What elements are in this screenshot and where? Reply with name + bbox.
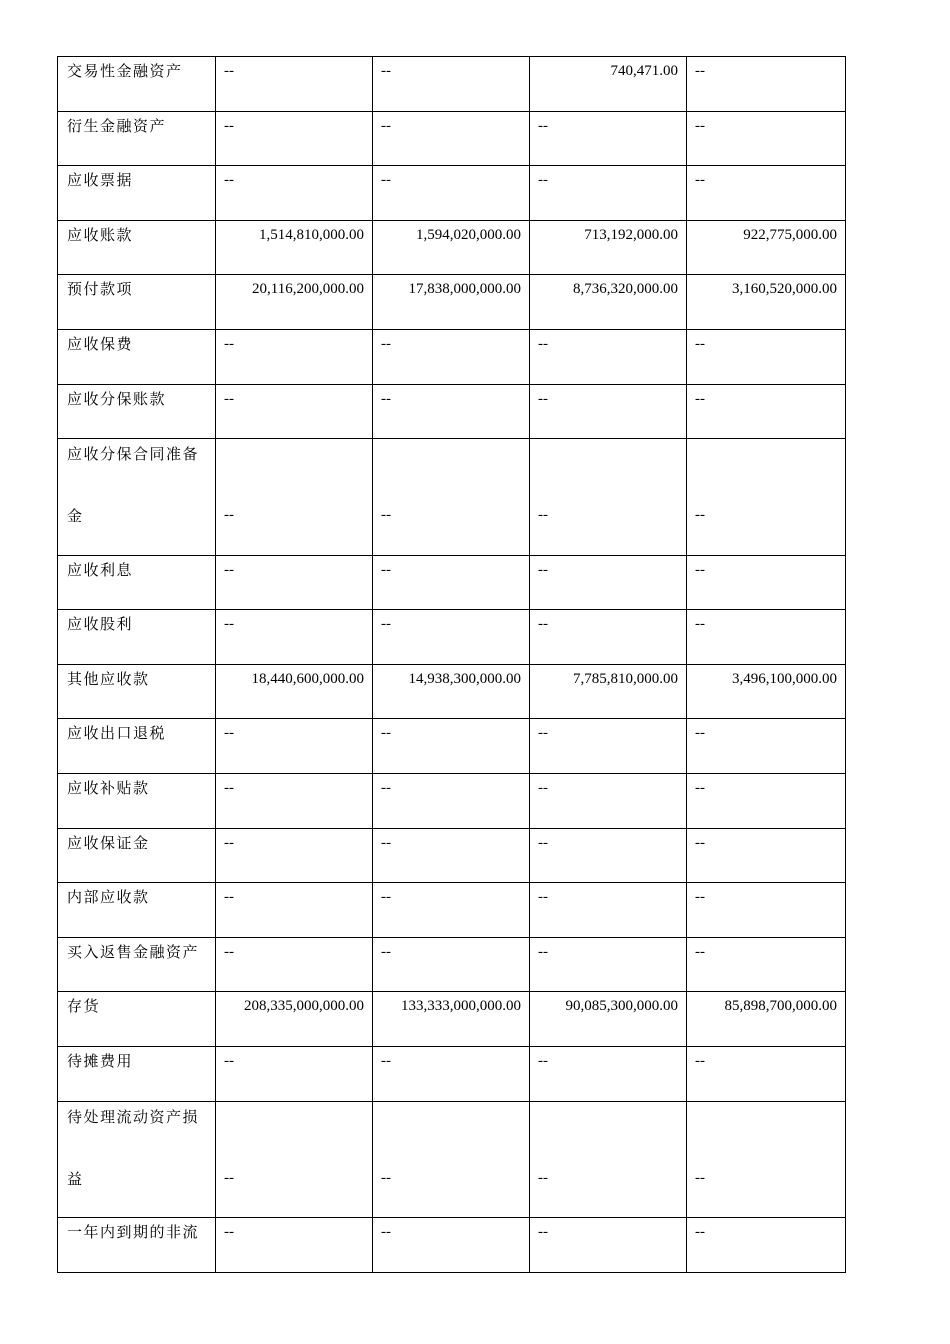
cell-value: 14,938,300,000.00 (408, 670, 521, 687)
row-label: 买入返售金融资产 (67, 942, 200, 961)
cell-value: 208,335,000,000.00 (244, 998, 364, 1015)
cell-value: -- (381, 1169, 391, 1186)
cell-value: -- (224, 335, 234, 352)
row-label-cell (58, 329, 216, 384)
cell-value: -- (695, 390, 705, 407)
table-row (58, 1101, 846, 1218)
table-row (58, 384, 846, 439)
row-label-cell (58, 719, 216, 774)
cell-value: -- (695, 1169, 705, 1186)
cell-value: -- (695, 889, 705, 906)
value-cell (530, 329, 687, 384)
row-label: 应收股利 (67, 615, 134, 634)
value-cell (687, 1218, 846, 1273)
value-cell (687, 111, 846, 166)
cell-value: 1,514,810,000.00 (259, 226, 364, 243)
value-cell (530, 1101, 687, 1218)
cell-value: -- (381, 335, 391, 352)
value-cell (530, 275, 687, 330)
cell-value: -- (538, 1053, 548, 1069)
value-cell (687, 883, 846, 938)
cell-value: 133,333,000,000.00 (401, 998, 521, 1015)
value-cell (216, 555, 373, 610)
row-label: 应收补贴款 (67, 779, 150, 798)
cell-value: -- (538, 889, 548, 906)
value-cell (373, 111, 530, 166)
table-row (58, 664, 846, 719)
cell-value: -- (538, 335, 548, 352)
value-cell (216, 384, 373, 439)
cell-value: -- (381, 507, 391, 524)
row-label-cell (58, 555, 216, 610)
cell-value: -- (695, 172, 705, 189)
row-label: 衍生金融资产 (67, 116, 167, 135)
cell-value: -- (224, 1224, 234, 1241)
value-cell (687, 166, 846, 221)
value-cell (216, 664, 373, 719)
cell-value: -- (381, 117, 391, 134)
row-label: 内部应收款 (67, 888, 150, 907)
value-cell (373, 384, 530, 439)
row-label: 应收分保合同准备金 (67, 445, 200, 526)
table-row (58, 57, 846, 112)
cell-value: -- (224, 172, 234, 189)
value-cell (530, 111, 687, 166)
cell-value: -- (381, 561, 391, 578)
cell-value: -- (538, 834, 548, 851)
value-cell (216, 992, 373, 1047)
row-label: 待摊费用 (67, 1052, 134, 1070)
table-row (58, 555, 846, 610)
cell-value: -- (695, 725, 705, 742)
row-label-cell (58, 275, 216, 330)
value-cell (687, 220, 846, 275)
value-cell (216, 828, 373, 883)
value-cell (687, 329, 846, 384)
cell-value: -- (538, 507, 548, 524)
value-cell (216, 439, 373, 556)
value-cell (530, 555, 687, 610)
cell-value: -- (695, 63, 705, 79)
cell-value: -- (381, 834, 391, 851)
value-cell (216, 1101, 373, 1218)
row-label: 存货 (67, 997, 101, 1016)
row-label-cell (58, 992, 216, 1047)
value-cell (373, 1218, 530, 1273)
cell-value: -- (538, 390, 548, 407)
value-cell (216, 937, 373, 992)
cell-value: -- (695, 1053, 705, 1069)
cell-value: -- (224, 1053, 234, 1069)
cell-value: -- (224, 507, 234, 524)
cell-value: 18,440,600,000.00 (251, 670, 364, 687)
balance-sheet-table (57, 56, 846, 1273)
value-cell (373, 1101, 530, 1218)
value-cell (216, 1047, 373, 1102)
value-cell (216, 220, 373, 275)
value-cell (216, 111, 373, 166)
cell-value: -- (224, 943, 234, 960)
row-label: 待处理流动资产损益 (67, 1107, 200, 1188)
value-cell (373, 883, 530, 938)
row-label-cell (58, 1047, 216, 1102)
row-label-cell (58, 439, 216, 556)
value-cell (216, 610, 373, 665)
cell-value: -- (538, 780, 548, 797)
value-cell (373, 439, 530, 556)
value-cell (687, 1047, 846, 1102)
table-row (58, 329, 846, 384)
cell-value: -- (538, 1224, 548, 1241)
row-label-cell (58, 937, 216, 992)
value-cell (687, 57, 846, 112)
row-label-cell (58, 166, 216, 221)
row-label: 预付款项 (67, 280, 134, 299)
value-cell (687, 384, 846, 439)
value-cell (687, 439, 846, 556)
cell-value: -- (381, 943, 391, 960)
table-row (58, 610, 846, 665)
value-cell (216, 329, 373, 384)
row-label: 一年内到期的非流 (67, 1223, 200, 1242)
value-cell (687, 992, 846, 1047)
cell-value: -- (224, 889, 234, 906)
table-row (58, 1218, 846, 1273)
cell-value: -- (224, 834, 234, 851)
cell-value: 7,785,810,000.00 (573, 670, 678, 687)
row-label: 应收账款 (67, 225, 134, 244)
value-cell (687, 555, 846, 610)
value-cell (530, 384, 687, 439)
cell-value: 3,160,520,000.00 (732, 281, 837, 298)
row-label: 应收利息 (67, 560, 134, 579)
value-cell (373, 828, 530, 883)
value-cell (530, 828, 687, 883)
cell-value: -- (538, 616, 548, 633)
table-row (58, 166, 846, 221)
table-row (58, 992, 846, 1047)
value-cell (373, 275, 530, 330)
cell-value: -- (381, 63, 391, 79)
value-cell (687, 774, 846, 829)
value-cell (216, 883, 373, 938)
value-cell (530, 610, 687, 665)
value-cell (530, 664, 687, 719)
cell-value: -- (224, 1169, 234, 1186)
cell-value: 713,192,000.00 (584, 226, 678, 243)
value-cell (216, 1218, 373, 1273)
cell-value: -- (224, 616, 234, 633)
value-cell (373, 992, 530, 1047)
value-cell (373, 329, 530, 384)
row-label: 应收保证金 (67, 833, 150, 852)
row-label: 应收出口退税 (67, 724, 167, 743)
cell-value: -- (224, 780, 234, 797)
cell-value: -- (538, 561, 548, 578)
value-cell (687, 937, 846, 992)
cell-value: -- (695, 616, 705, 633)
cell-value: 3,496,100,000.00 (732, 670, 837, 687)
value-cell (687, 275, 846, 330)
value-cell (216, 275, 373, 330)
row-label: 交易性金融资产 (67, 62, 183, 80)
value-cell (373, 166, 530, 221)
value-cell (216, 57, 373, 112)
value-cell (373, 555, 530, 610)
value-cell (530, 937, 687, 992)
cell-value: -- (381, 390, 391, 407)
value-cell (216, 166, 373, 221)
row-label: 应收票据 (67, 171, 134, 190)
cell-value: 17,838,000,000.00 (408, 281, 521, 298)
cell-value: -- (695, 335, 705, 352)
value-cell (530, 883, 687, 938)
cell-value: -- (695, 780, 705, 797)
row-label-cell (58, 664, 216, 719)
cell-value: -- (695, 834, 705, 851)
row-label-cell (58, 220, 216, 275)
table-row (58, 883, 846, 938)
cell-value: -- (224, 63, 234, 79)
value-cell (530, 57, 687, 112)
value-cell (373, 937, 530, 992)
value-cell (530, 166, 687, 221)
cell-value: -- (381, 725, 391, 742)
row-label-cell (58, 1218, 216, 1273)
balance-sheet-body (58, 57, 846, 1273)
cell-value: 922,775,000.00 (743, 226, 837, 243)
cell-value: -- (381, 889, 391, 906)
cell-value: 20,116,200,000.00 (252, 281, 364, 298)
value-cell (530, 1047, 687, 1102)
cell-value: 85,898,700,000.00 (724, 998, 837, 1015)
cell-value: 1,594,020,000.00 (416, 226, 521, 243)
table-row (58, 1047, 846, 1102)
table-row (58, 111, 846, 166)
row-label-cell (58, 111, 216, 166)
table-row (58, 937, 846, 992)
value-cell (373, 719, 530, 774)
cell-value: -- (224, 725, 234, 742)
row-label-cell (58, 774, 216, 829)
cell-value: -- (538, 1169, 548, 1186)
table-row (58, 774, 846, 829)
value-cell (373, 1047, 530, 1102)
value-cell (373, 57, 530, 112)
table-row (58, 719, 846, 774)
row-label-cell (58, 883, 216, 938)
value-cell (687, 1101, 846, 1218)
value-cell (216, 719, 373, 774)
value-cell (530, 220, 687, 275)
cell-value: -- (695, 507, 705, 524)
cell-value: 740,471.00 (610, 63, 678, 79)
cell-value: -- (381, 780, 391, 797)
value-cell (373, 610, 530, 665)
cell-value: 8,736,320,000.00 (573, 281, 678, 298)
row-label-cell (58, 828, 216, 883)
cell-value: -- (695, 1224, 705, 1241)
value-cell (530, 774, 687, 829)
cell-value: -- (381, 172, 391, 189)
value-cell (373, 774, 530, 829)
value-cell (530, 719, 687, 774)
table-row (58, 439, 846, 556)
table-row (58, 828, 846, 883)
row-label-cell (58, 610, 216, 665)
value-cell (373, 220, 530, 275)
row-label: 应收保费 (67, 334, 134, 353)
cell-value: -- (695, 943, 705, 960)
value-cell (373, 664, 530, 719)
value-cell (687, 610, 846, 665)
cell-value: -- (695, 117, 705, 134)
row-label-cell (58, 57, 216, 112)
row-label: 其他应收款 (67, 669, 150, 688)
cell-value: -- (381, 616, 391, 633)
cell-value: -- (538, 725, 548, 742)
cell-value: -- (538, 172, 548, 189)
value-cell (687, 719, 846, 774)
table-row (58, 220, 846, 275)
row-label: 应收分保账款 (67, 389, 167, 408)
cell-value: -- (224, 561, 234, 578)
cell-value: -- (224, 390, 234, 407)
row-label-cell (58, 384, 216, 439)
value-cell (216, 774, 373, 829)
value-cell (530, 992, 687, 1047)
cell-value: -- (224, 117, 234, 134)
value-cell (530, 1218, 687, 1273)
cell-value: 90,085,300,000.00 (565, 998, 678, 1015)
cell-value: -- (538, 943, 548, 960)
row-label-cell (58, 1101, 216, 1218)
value-cell (687, 828, 846, 883)
cell-value: -- (381, 1224, 391, 1241)
value-cell (530, 439, 687, 556)
cell-value: -- (695, 561, 705, 578)
cell-value: -- (538, 117, 548, 134)
table-row (58, 275, 846, 330)
value-cell (687, 664, 846, 719)
cell-value: -- (381, 1053, 391, 1069)
